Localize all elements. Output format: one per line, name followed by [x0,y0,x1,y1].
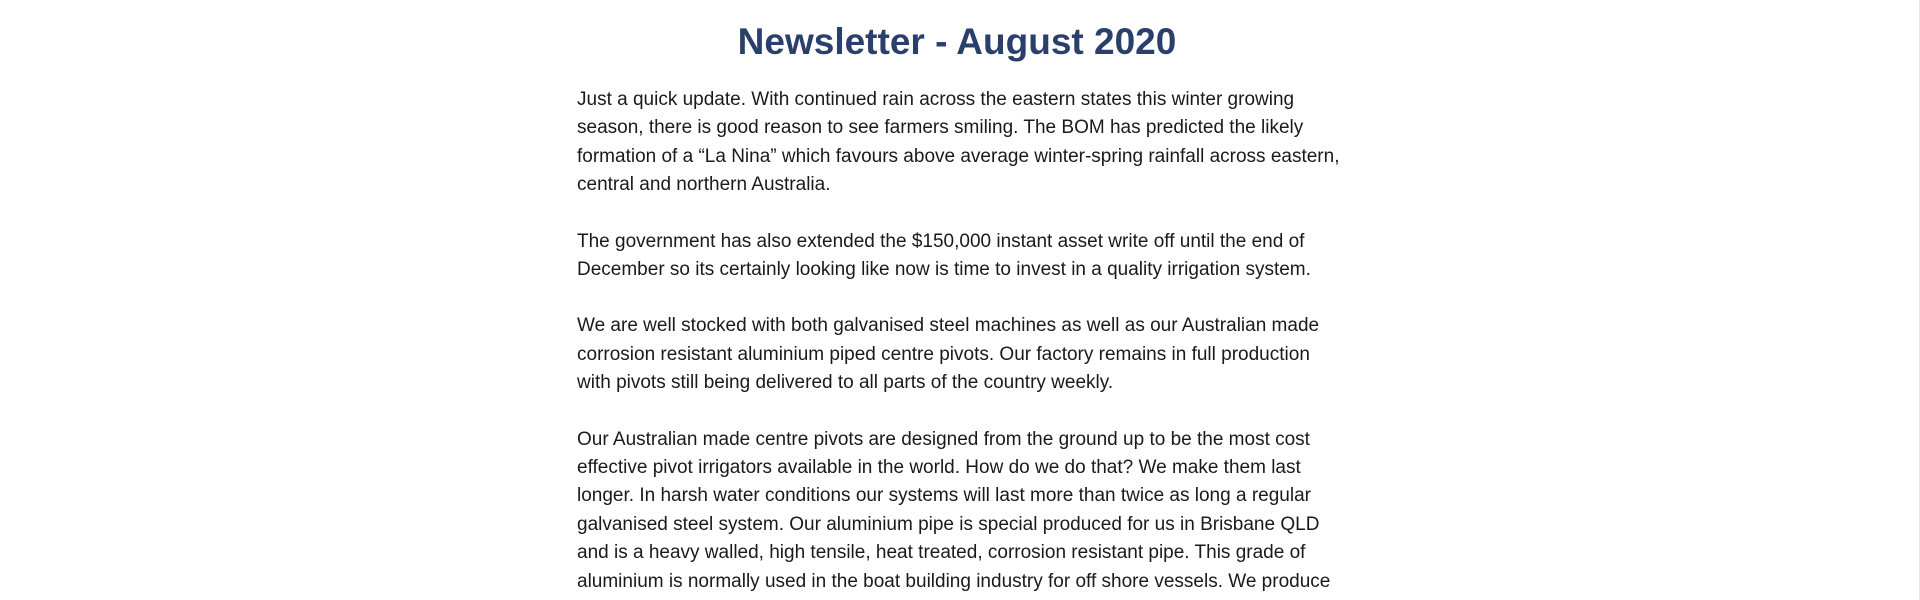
newsletter-title: Newsletter - August 2020 [737,21,1177,62]
text-line: December so its certainly looking like now is time to invest in a quality irrigation system. [577,259,1311,281]
paragraph-asset-write-off [577,228,1352,285]
text-line: central and northern Australia. [577,174,831,196]
text-line: with pivots still being delivered to all parts of the country weekly. [577,372,1114,394]
text-line: Our Australian made centre pivots are designed from the ground up to be the most cost [577,428,1310,450]
text-line: and is a heavy walled, high tensile, heat treated, corrosion resistant pipe. This grade of [577,542,1306,564]
newsletter-body [577,86,1352,600]
text-line: The government has also extended the $150,000 instant asset write off until the end of [577,230,1305,252]
text-line: formation of a “La Nina” which favours above average winter-spring rainfall across eastern, [577,145,1340,167]
text-line: season, there is good reason to see farmers smiling. The BOM has predicted the likely [577,117,1304,139]
text-line: corrosion resistant aluminium piped centre pivots. Our factory remains in full production [577,343,1310,365]
text-line: galvanised steel system. Our aluminium pipe is special produced for us in Brisbane QLD [577,513,1320,535]
paragraph-centre-pivots [577,426,1352,596]
text-line: Just a quick update. With continued rain across the eastern states this winter growing [577,89,1295,110]
text-line: longer. In harsh water conditions our systems will last more than twice as long a regular [577,485,1311,507]
text-line: effective pivot irrigators available in the world. How do we do that? We make them last [577,457,1301,479]
paragraph-rain-update [577,86,1352,200]
text-line: We are well stocked with both galvanised steel machines as well as our Australian made [577,315,1320,337]
text-line: aluminium is normally used in the boat building industry for off shore vessels. We produce [577,570,1331,592]
paragraph-stock-update [577,312,1352,397]
